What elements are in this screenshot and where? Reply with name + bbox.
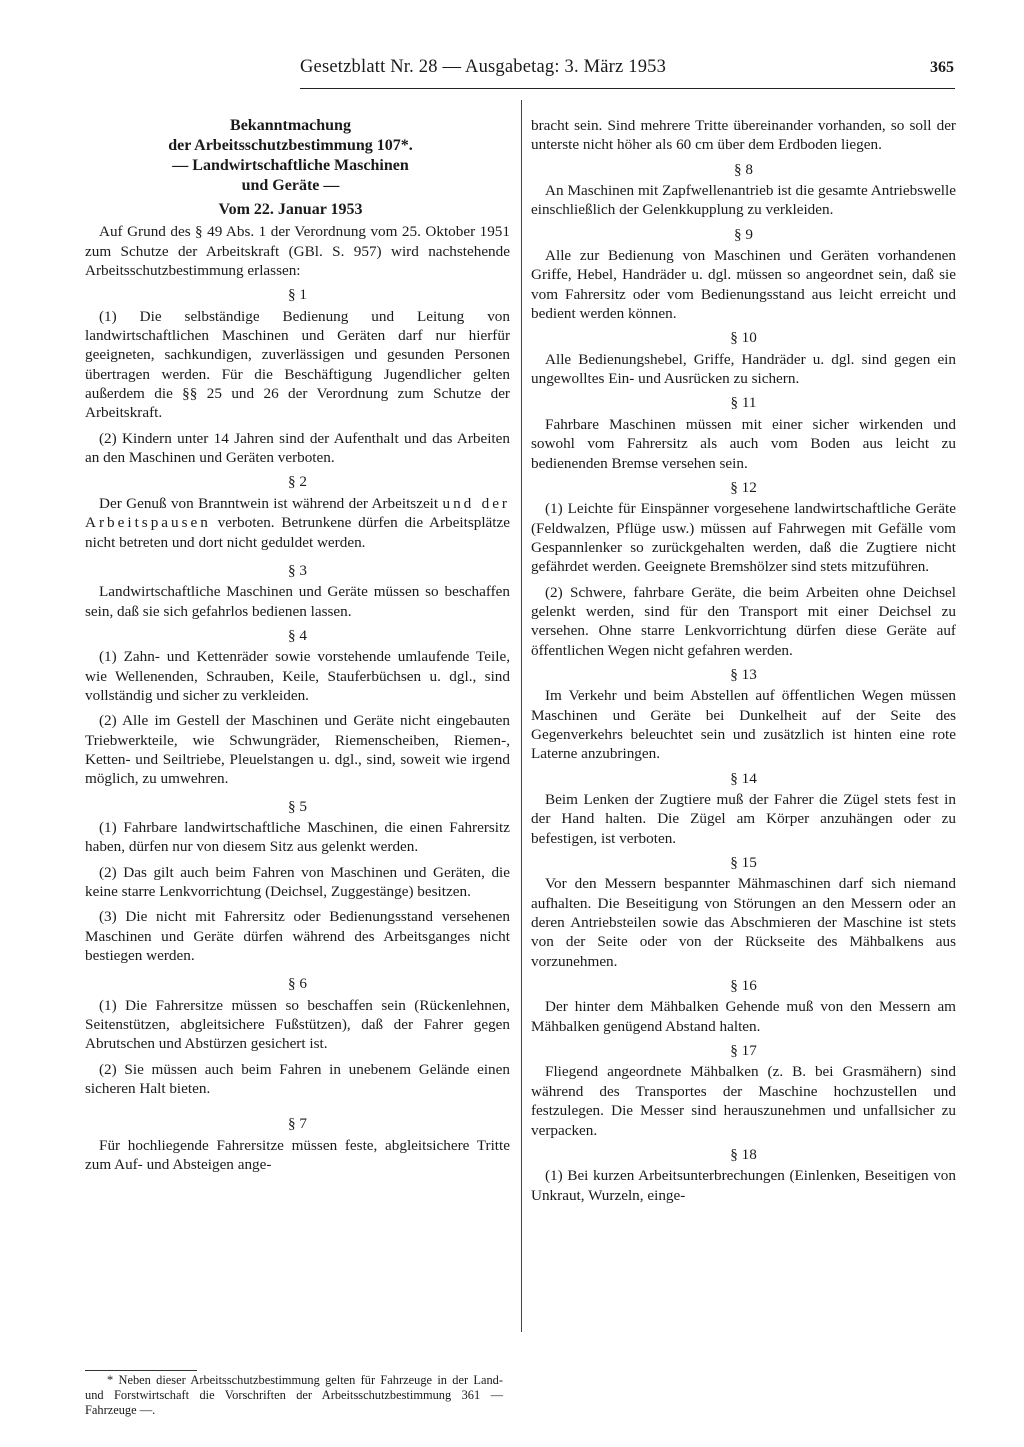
left-column bbox=[85, 116, 510, 1174]
section-heading: § 17 bbox=[730, 1042, 757, 1060]
spaced-emphasis: und der Arbeitspausen bbox=[85, 494, 510, 532]
paragraph: (2) Sie müssen auch beim Fahren in unebenem Gelände einen sicheren Halt bieten. bbox=[85, 1060, 510, 1098]
paragraph: Alle Bedienungshebel, Griffe, Handräder u. dgl. sind gegen ein ungewolltes Ein- und Ausrücken zu sichern. bbox=[531, 350, 956, 388]
section-heading: § 5 bbox=[288, 797, 307, 815]
paragraph: Im Verkehr und beim Abstellen auf öffentlichen Wegen müssen Maschinen und Geräte bei Dunkelheit auf der Seite des Gegenverkehrs beleuchtet sein und zusätzlich ist hinten eine rote Laterne anzubringen. bbox=[531, 687, 956, 763]
paragraph: Landwirtschaftliche Maschinen und Geräte müssen so beschaffen sein, daß sie sich gefahrlos bedienen lassen. bbox=[85, 583, 510, 620]
section-heading: § 16 bbox=[730, 977, 757, 995]
footnote-divider bbox=[85, 1370, 197, 1371]
paragraph: Beim Lenken der Zugtiere muß der Fahrer die Zügel stets fest in der Hand halten. Die Zügel am Körper anzuhängen oder zu befestigen, ist verboten. bbox=[531, 791, 956, 847]
paragraph: bracht sein. Sind mehrere Tritte übereinander vorhanden, so soll der unterste nicht höher als 60 cm über dem Erdboden liegen. bbox=[531, 117, 956, 154]
paragraph: (1) Bei kurzen Arbeitsunterbrechungen (Einlenken, Beseitigen von Unkraut, Wurzeln, einge- bbox=[531, 1167, 956, 1204]
paragraph-text: verboten. Betrunkene dürfen die Arbeitsplätze nicht betreten und dort nicht geduldet werden. bbox=[85, 514, 510, 551]
paragraph: (3) Die nicht mit Fahrersitz oder Bedienungsstand versehenen Maschinen und Geräte dürfen während des Arbeitsganges nicht bestiegen werden. bbox=[85, 908, 510, 965]
page-number: 365 bbox=[930, 59, 954, 76]
section-heading: § 13 bbox=[730, 665, 757, 683]
section-heading: § 12 bbox=[730, 478, 757, 496]
paragraph: (1) Zahn- und Kettenräder sowie vorstehende umlaufende Teile, wie Wellenenden, Schrauben, Keile, Stauferbüchsen u. dgl., sind vollständig und sicher zu verkleiden. bbox=[85, 648, 510, 704]
column-divider bbox=[521, 100, 522, 1332]
notice-title-line: der Arbeitsschutzbestimmung 107*. bbox=[168, 137, 413, 154]
section-heading: § 6 bbox=[288, 975, 307, 993]
notice-title-line: und Geräte — bbox=[241, 177, 340, 194]
paragraph: (1) Die Fahrersitze müssen so beschaffen sein (Rückenlehnen, Seitenstützen, abgleitsichere Fußstützen), daß der Fahrer gegen Abrutschen und Abstürzen gesichert ist. bbox=[85, 996, 510, 1053]
paragraph: (1) Fahrbare landwirtschaftliche Maschinen, die einen Fahrersitz haben, dürfen nur von diesem Sitz aus gelenkt werden. bbox=[85, 818, 510, 856]
paragraph: Für hochliegende Fahrersitze müssen feste, abgleitsichere Tritte zum Auf- und Absteigen ange- bbox=[85, 1136, 510, 1174]
section-heading: § 8 bbox=[734, 160, 753, 178]
paragraph: Alle zur Bedienung von Maschinen und Geräten vorhandenen Griffe, Hebel, Handräder u. dgl. müssen so angeordnet sein, daß sie vom Fahrersitz oder vom Bedienungsstand aus leicht erreicht und bedient werden können. bbox=[531, 247, 956, 323]
paragraph: (1) Die selbständige Bedienung und Leitung von landwirtschaftlichen Maschinen und Geräten darf nur hierfür geeigneten, sachkundigen, zuverlässigen und gesunden Personen übertragen werden. Für die Beschäftigung Jugendlicher gelten außerdem die §§ 25 und 26 der Verordnung zum Schutze der Arbeitskraft. bbox=[85, 307, 510, 422]
section-heading: § 15 bbox=[730, 854, 757, 872]
paragraph: (2) Alle im Gestell der Maschinen und Geräte nicht eingebauten Triebwerkteile, wie Schwungräder, Riemenscheiben, Riemen-, Ketten- und Seiltriebe, Pleuelstangen u. dgl., sind, soweit wie irgend möglich, zu umwehren. bbox=[85, 712, 510, 788]
paragraph bbox=[85, 494, 510, 552]
notice-title bbox=[85, 116, 496, 196]
notice-date: Vom 22. Januar 1953 bbox=[218, 201, 363, 218]
paragraph: (2) Kindern unter 14 Jahren sind der Aufenthalt und das Arbeiten an den Maschinen und Geräten verboten. bbox=[85, 429, 510, 467]
paragraph: (1) Leichte für Einspänner vorgesehene landwirtschaftliche Geräte (Feldwalzen, Pflüge usw.) müssen auf Fahrwegen mit Gefälle vom Gespannlenker so zurückgehalten werden, daß die Zugtiere nicht gefährdet werden. Geeignete Bremshölzer sind stets mitzuführen. bbox=[531, 500, 956, 576]
intro-paragraph: Auf Grund des § 49 Abs. 1 der Verordnung vom 25. Oktober 1951 zum Schutze der Arbeitskraft (GBl. S. 957) wird nachstehende Arbeitsschutzbestimmung erlassen: bbox=[85, 223, 510, 280]
paragraph: (2) Das gilt auch beim Fahren von Maschinen und Geräten, die keine starre Lenkvorrichtung (Deichsel, Zuggestänge) besitzen. bbox=[85, 863, 510, 900]
header-divider bbox=[300, 88, 955, 89]
page-header bbox=[300, 57, 960, 87]
section-heading: § 18 bbox=[730, 1145, 757, 1163]
section-heading: § 4 bbox=[288, 626, 307, 644]
section-heading: § 7 bbox=[288, 1115, 307, 1133]
section-heading: § 2 bbox=[288, 473, 307, 491]
paragraph: Fahrbare Maschinen müssen mit einer sicher wirkenden und sowohl vom Fahrersitz als auch vom Boden aus leicht zu bedienenden Bremse versehen sein. bbox=[531, 415, 956, 472]
notice-title-line: Bekanntmachung bbox=[230, 117, 351, 134]
section-heading: § 10 bbox=[730, 329, 757, 347]
section-heading: § 11 bbox=[730, 394, 757, 412]
paragraph-text: Der Genuß von Branntwein ist während der Arbeitszeit bbox=[99, 494, 443, 512]
footnote: * Neben dieser Arbeitsschutzbestimmung gelten für Fahrzeuge in der Land- und Forstwirtschaft die Vorschriften der Arbeitsschutzbestimmung 361 — Fahrzeuge —. bbox=[85, 1373, 503, 1417]
paragraph: Der hinter dem Mähbalken Gehende muß von den Messern am Mähbalken genügend Abstand halten. bbox=[531, 998, 956, 1035]
gazette-title: Gesetzblatt Nr. 28 — Ausgabetag: 3. März 1953 bbox=[300, 57, 667, 77]
section-heading: § 1 bbox=[288, 286, 307, 304]
paragraph: Fliegend angeordnete Mähbalken (z. B. bei Grasmähern) sind während des Transportes der Maschine hochzustellen und festzulegen. Die Messer sind herauszunehmen und unfallsicher zu verpacken. bbox=[531, 1063, 956, 1139]
section-heading: § 9 bbox=[734, 225, 753, 243]
paragraph: (2) Schwere, fahrbare Geräte, die beim Arbeiten ohne Deichsel gelenkt werden, sind für den Transport mit einer Deichsel zu versehen. Ohne starre Lenkvorrichtung dürfen diese Geräte auf öffentlichen Wegen nicht gefahren werden. bbox=[531, 583, 956, 659]
right-column bbox=[531, 116, 956, 1205]
paragraph: An Maschinen mit Zapfwellenantrieb ist die gesamte Antriebswelle einschließlich der Gelenkkupplung zu verkleiden. bbox=[531, 182, 956, 219]
paragraph: Vor den Messern bespannter Mähmaschinen darf sich niemand aufhalten. Die Beseitigung von Störungen an den Messern oder an deren Antriebsteilen sowie das Abschmieren der Maschine ist stets von der Seite oder von der Rückseite des Mähbalkens aus vorzunehmen. bbox=[531, 875, 956, 970]
section-heading: § 3 bbox=[288, 561, 307, 579]
notice-title-line: — Landwirtschaftliche Maschinen bbox=[172, 157, 409, 174]
section-heading: § 14 bbox=[730, 769, 757, 787]
